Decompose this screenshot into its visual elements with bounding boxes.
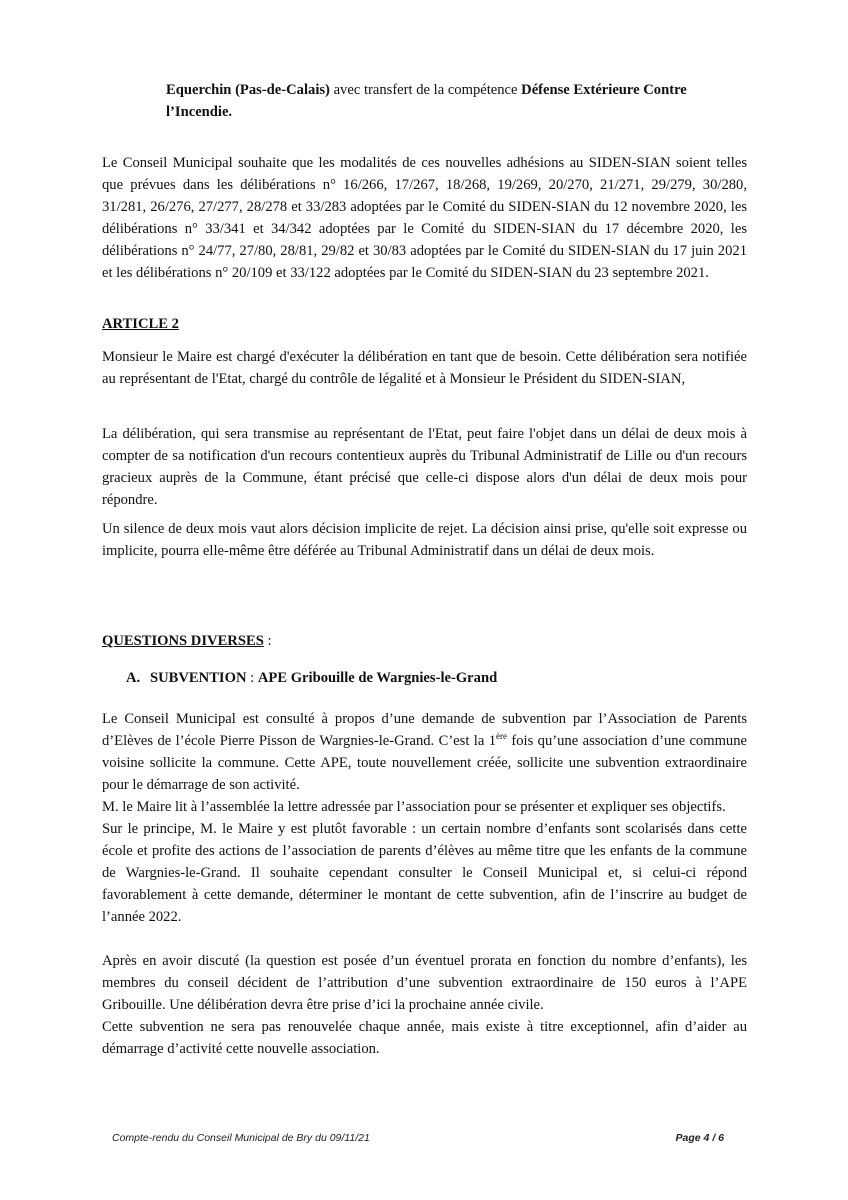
intro-paragraph (166, 79, 747, 123)
ordinal-superscript: ère (496, 731, 508, 741)
intro-text: avec transfert de la compétence (329, 82, 522, 98)
subvention-subheading (126, 667, 497, 689)
subvention-paragraph-2: M. le Maire lit à l’assemblée la lettre adressée par l’association pour se présenter et expliquer ses objectifs. (102, 799, 726, 815)
subvention-p1-start: Le Conseil Municipal est consulté à propos d’une demande de subvention par l’Association de Parents d’Elèves de l’école Pierre Pisson de Wargnies-le-Grand. C’est la 1 (102, 711, 747, 749)
article-2-paragraph-1: Monsieur le Maire est chargé d'exécuter la délibération en tant que de besoin. Cette délibération sera notifiée au représentant de l'Etat, chargé du contrôle de légalité et à Monsieur le Président du SIDEN-SIAN, (102, 349, 747, 387)
article-2-paragraph-2: La délibération, qui sera transmise au représentant de l'Etat, peut faire l'objet dans un délai de deux mois à compter de sa notification d'un recours contentieux auprès du Tribunal Administratif de Lille ou d'un recours gracieux auprès de la Commune, étant précisé que celle-ci dispose alors d'un délai de deux mois pour répondre. (102, 426, 747, 508)
subheading-name: APE Gribouille de Wargnies-le-Grand (257, 670, 498, 686)
subvention-paragraph-5: Cette subvention ne sera pas renouvelée chaque année, mais existe à titre exceptionnel, afin d’aider au démarrage d’activité cette nouvelle association. (102, 1019, 747, 1057)
page-number: Page 4 / 6 (675, 1132, 724, 1144)
subvention-paragraph-4: Après en avoir discuté (la question est posée d’un éventuel prorata en fonction du nombre d’enfants), les membres du conseil décident de l’attribution d’une subvention extraordinaire de 150 euros à l’APE Gribouille. Une délibération devra être prise d’ici la prochaine année civile. (102, 953, 747, 1013)
questions-heading-line (102, 630, 747, 652)
page-footer (112, 1132, 724, 1144)
footer-title: Compte-rendu du Conseil Municipal de Bry du 09/11/21 (112, 1132, 370, 1144)
subvention-p1-end: fois qu’une association d’une commune voisine sollicite la commune. Cette APE, toute nouvellement créée, sollicite une subvention extraordinaire pour le démarrage de son activité. (102, 733, 748, 793)
subheading-title: SUBVENTION (150, 670, 247, 686)
subheading-separator: : (246, 670, 258, 686)
article-2-heading: ARTICLE 2 (102, 316, 179, 332)
article-2-paragraph-3: Un silence de deux mois vaut alors décision implicite de rejet. La décision ainsi prise, qu'elle soit expresse ou implicite, pourra elle-même être déférée au Tribunal Administratif dans un délai de deux mois. (102, 521, 747, 559)
subvention-block (102, 708, 747, 1060)
subvention-paragraph-3: Sur le principe, M. le Maire y est plutôt favorable : un certain nombre d’enfants sont scolarisés dans cette école et profite des actions de l’association de parents d’élèves au même titre que les enfants de la commune de Wargnies-le-Grand. Il souhaite cependant consulter le Conseil Municipal et, si celui-ci répond favorablement à cette demande, déterminer le montant de cette subvention, afin de l’inscrire au budget de l’année 2022. (102, 821, 747, 925)
questions-heading-suffix: : (263, 633, 272, 649)
intro-commune: Equerchin (Pas-de-Calais) (166, 82, 330, 98)
siden-paragraph: Le Conseil Municipal souhaite que les modalités de ces nouvelles adhésions au SIDEN-SIAN soient telles que prévues dans les délibérations n° 16/266, 17/267, 18/268, 19/269, 20/270, 21/271, 29/279, 30/280, 31/281, 26/276, 27/277, 28/278 et 33/283 adoptées par le Comité du SIDEN-SIAN du 12 novembre 2020, les délibérations n° 33/341 et 34/342 adoptées par le Comité du SIDEN-SIAN du 17 décembre 2020, les délibérations n° 24/77, 27/80, 28/81, 29/82 et 30/83 adoptées par le Comité du SIDEN-SIAN du 17 juin 2021 et les délibérations n° 20/109 et 33/122 adoptées par le Comité du SIDEN-SIAN du 23 septembre 2021. (102, 155, 747, 281)
subheading-number: A. (126, 670, 141, 686)
intro-competence: Défense Extérieure Contre l’Incendie. (166, 82, 687, 120)
questions-heading: QUESTIONS DIVERSES (102, 633, 264, 649)
subvention-paragraph-1 (102, 708, 747, 796)
